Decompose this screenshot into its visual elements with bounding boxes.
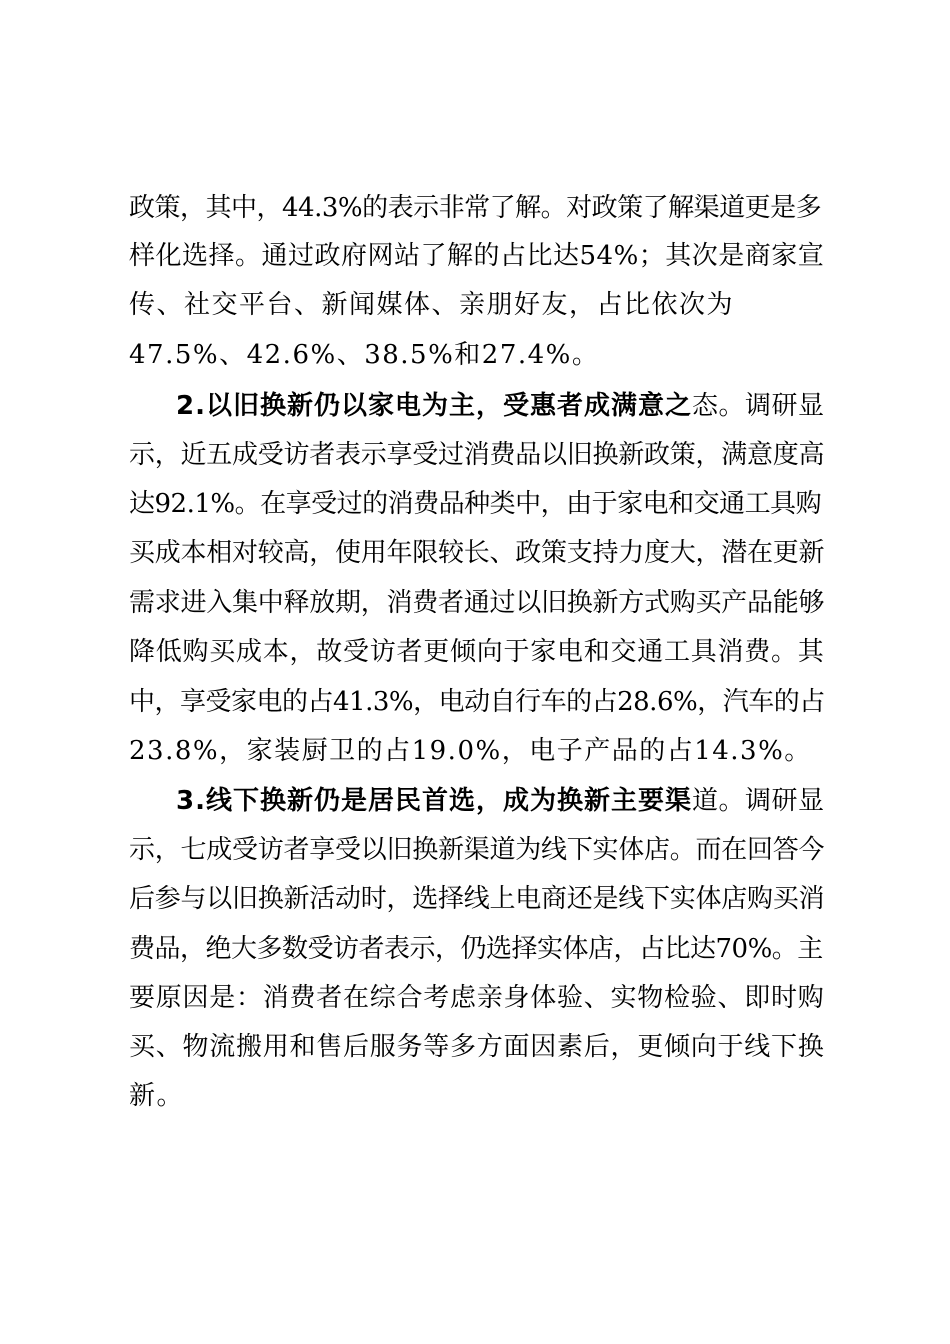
section2-line: 买成本相对较高，使用年限较长、政策支持力度大，潜在更新 <box>129 538 825 568</box>
section2-line: 降低购买成本，故受访者更倾向于家电和交通工具消费。其 <box>129 637 825 667</box>
paragraph1-line-4: 47.5%、42.6%、38.5%和27.4%。 <box>129 340 600 370</box>
section2-line: 需求进入集中释放期，消费者通过以旧换新方式购买产品能够 <box>129 588 825 618</box>
paragraph1-line-1: 政策，其中，44.3%的表示非常了解。对政策了解渠道更是多 <box>129 193 822 223</box>
section2-heading: 2.以旧换新仍以家电为主，受惠者成满意之 <box>176 391 692 421</box>
section3-heading: 3.线下换新仍是居民首选，成为换新主要渠 <box>176 786 692 816</box>
section3-first-line-rest: 道。调研显 <box>691 786 825 816</box>
section2-line: 达92.1%。在享受过的消费品种类中，由于家电和交通工具购 <box>129 489 822 519</box>
section3-first-line <box>176 785 824 817</box>
section3-line: 新。 <box>129 1081 185 1111</box>
section2-line: 23.8%，家装厨卫的占19.0%，电子产品的占14.3%。 <box>129 736 812 766</box>
section3-line: 要原因是：消费者在综合考虑亲身体验、实物检验、即时购 <box>129 983 825 1013</box>
section2-line: 中，享受家电的占41.3%，电动自行车的占28.6%，汽车的占 <box>129 687 825 717</box>
section2-first-line-rest: 态。调研显 <box>691 391 825 421</box>
section3-line: 买、物流搬用和售后服务等多方面因素后，更倾向于线下换 <box>129 1032 825 1062</box>
section3-line: 示，七成受访者享受以旧换新渠道为线下实体店。而在回答今 <box>129 835 825 865</box>
section3-line: 后参与以旧换新活动时，选择线上电商还是线下实体店购买消 <box>129 884 825 914</box>
paragraph1-line-2: 样化选择。通过政府网站了解的占比达54%；其次是商家宣 <box>129 241 825 271</box>
paragraph1-line-3: 传、社交平台、新闻媒体、亲朋好友，占比依次为 <box>129 290 735 320</box>
section3-line: 费品，绝大多数受访者表示，仍选择实体店，占比达70%。主 <box>129 934 823 964</box>
section2-first-line <box>176 390 824 422</box>
section2-line: 示，近五成受访者表示享受过消费品以旧换新政策，满意度高 <box>129 440 825 470</box>
